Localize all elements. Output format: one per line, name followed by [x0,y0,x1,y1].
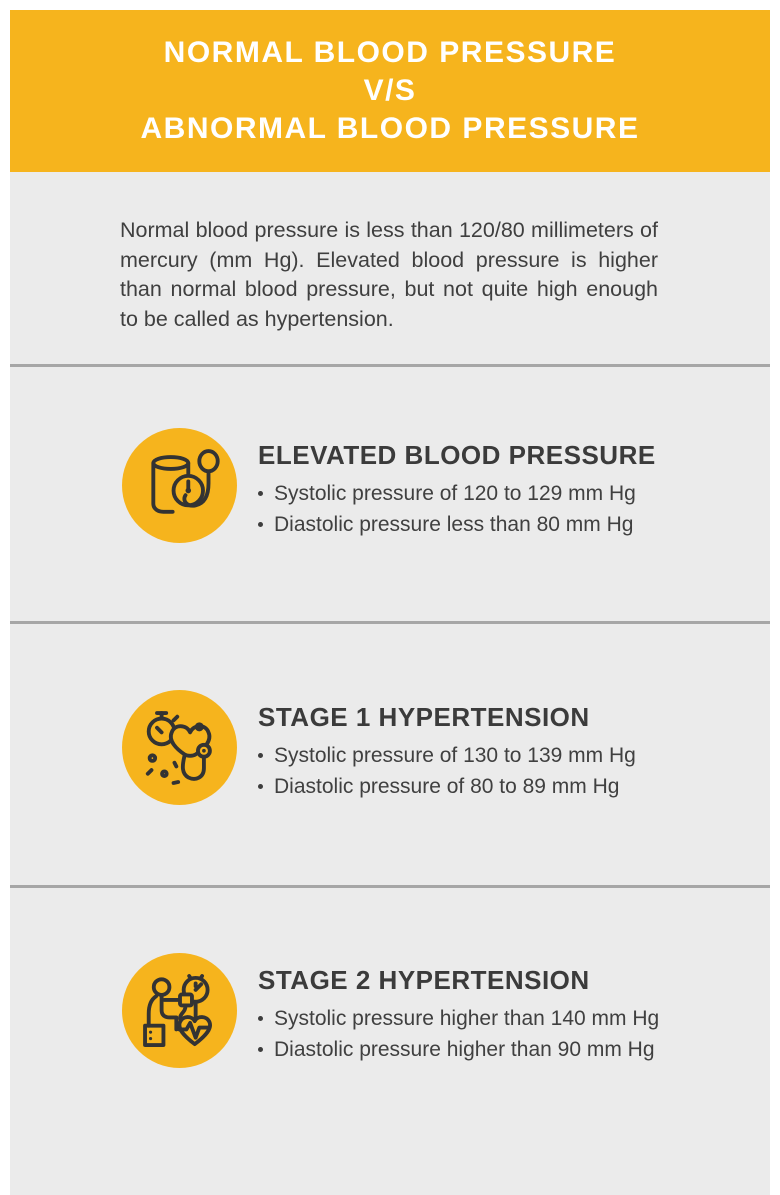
bullet-item [258,509,656,540]
section-title: ELEVATED BLOOD PRESSURE [258,440,656,470]
header-title-line1: NORMAL BLOOD PRESSURE [163,36,617,69]
bullet-list [258,740,636,802]
bullet-item [258,478,656,509]
bullet-text: Systolic pressure of 120 to 129 mm Hg [274,482,636,505]
bullet-dot [258,491,263,496]
header-banner [10,10,770,172]
bullet-text: Diastolic pressure less than 80 mm Hg [274,513,634,536]
bullet-item [258,740,636,771]
bullet-dot [258,1016,263,1021]
content-panel [10,172,770,1195]
bullet-text: Systolic pressure higher than 140 mm Hg [274,1007,660,1030]
section-stage-1-hypertension [10,624,770,885]
section-stage-2-hypertension [10,888,770,1068]
bullet-item [258,771,636,802]
section-text [258,690,636,802]
bullet-dot [258,522,263,527]
section-text [258,428,656,540]
bullet-dot [258,1047,263,1052]
bullet-text: Diastolic pressure higher than 90 mm Hg [274,1038,655,1061]
bullet-item [258,1034,659,1065]
section-title: STAGE 1 HYPERTENSION [258,702,590,732]
intro-paragraph: Normal blood pressure is less than 120/80 millimeters of mercury (mm Hg). Elevated blood pressure is higher than normal blood pressure, but not quite high enough to be called as hypertension. [120,218,658,331]
bullet-dot [258,753,263,758]
section-elevated-blood-pressure [10,367,770,621]
bullet-list [258,478,656,540]
bullet-text: Diastolic pressure of 80 to 89 mm Hg [274,775,620,798]
bullet-list [258,1003,659,1065]
bullet-text: Systolic pressure of 130 to 139 mm Hg [274,744,636,767]
bullet-dot [258,784,263,789]
patient-blood-pressure-check-icon [122,953,237,1068]
stethoscope-heart-stopwatch-icon [122,690,237,805]
header-title-line2: V/S [363,74,417,107]
blood-pressure-monitor-icon [122,428,237,543]
header-title-line3: ABNORMAL BLOOD PRESSURE [140,112,640,145]
section-text [258,953,659,1065]
section-title: STAGE 2 HYPERTENSION [258,965,590,995]
bullet-item [258,1003,659,1034]
